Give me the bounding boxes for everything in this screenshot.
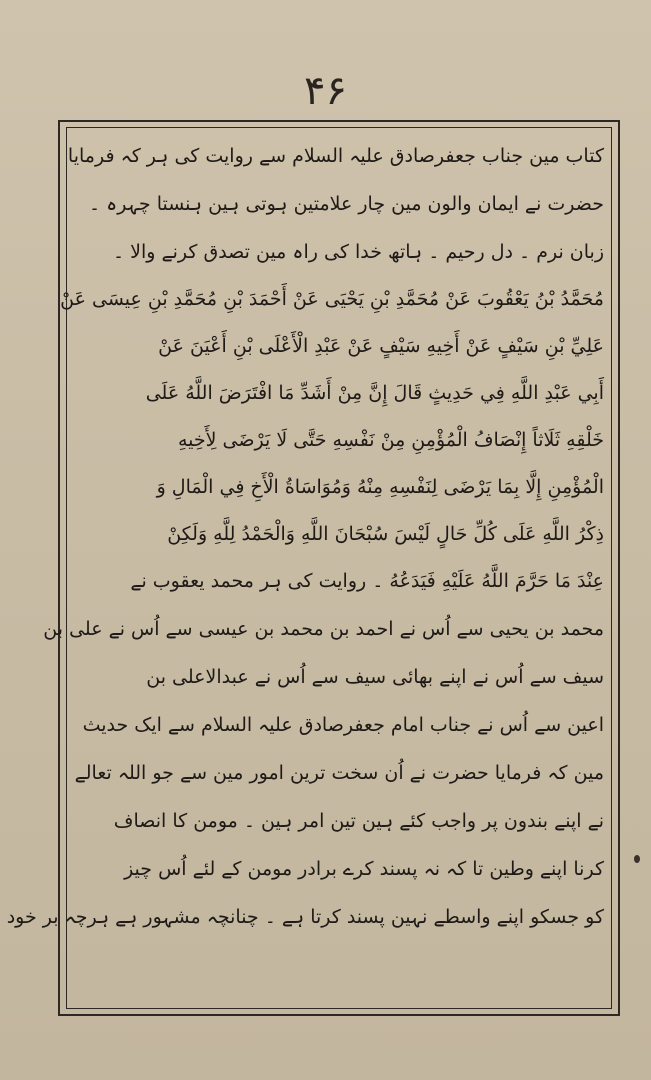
text-line: کو جسکو اپنے واسطے نہین پسند کرتا ہے ۔ چنانچہ مشہور ہے ہرچہ بر خود: [6, 906, 604, 928]
arabic-text-line: الْمُؤْمِنِ إِلَّا بِمَا يَرْضَى لِنَفْسِهِ مِنْهُ وَمُوَاسَاةُ الْأَخِ فِي الْمَالِ وَ: [156, 476, 604, 498]
text-line: سیف سے اُس نے اپنے بھائی سیف سے اُس نے عبدالاعلی بن: [146, 666, 604, 688]
arabic-text-line: ذِكْرُ اللَّهِ عَلَى كُلِّ حَالٍ لَيْسَ سُبْحَانَ اللَّهِ وَالْحَمْدُ لِلَّهِ وَلَكِنْ: [167, 523, 604, 545]
ink-spot: [634, 855, 640, 863]
arabic-text-line: عِنْدَ مَا حَرَّمَ اللَّهُ عَلَيْهِ فَيَدَعُهُ ۔ روایت کی ہر محمد یعقوب نے: [130, 570, 604, 592]
text-block: [6, 132, 604, 1002]
page-number: ۴۶: [304, 68, 347, 114]
text-line: اعین سے اُس نے جناب امام جعفرصادق علیہ السلام سے ایک حدیث: [82, 714, 604, 736]
text-line: مین کہ فرمایا حضرت نے اُن سخت ترین امور مین سے جو اللہ تعالے: [74, 762, 604, 784]
arabic-text-line: عَلِيِّ بْنِ سَيْفٍ عَنْ أَخِيهِ سَيْفٍ عَنْ عَبْدِ الْأَعْلَى بْنِ أَعْيَنَ عَنْ: [158, 335, 604, 357]
text-line: کرنا اپنے وطین تا کہ نہ پسند کرے برادر مومن کے لئے اُس چیز: [124, 858, 604, 880]
text-line: حضرت نے ایمان والون مین چار علامتین ہوتی ہین ہنستا چہرہ ۔: [89, 193, 604, 215]
text-line: محمد بن یحیی سے اُس نے احمد بن محمد بن عیسی سے اُس نے علی بن: [43, 618, 604, 640]
text-line: زبان نرم ۔ دل رحیم ۔ ہاتھ خدا کی راہ مین تصدق کرنے والا ۔: [112, 241, 604, 263]
arabic-text-line: مُحَمَّدُ بْنُ يَعْقُوبَ عَنْ مُحَمَّدِ بْنِ يَحْيَى عَنْ أَحْمَدَ بْنِ مُحَمَّدِ بْنِ عِيسَى عَنْ: [60, 288, 604, 310]
arabic-text-line: أَبِي عَبْدِ اللَّهِ فِي حَدِيثٍ قَالَ إِنَّ مِنْ أَشَدِّ مَا افْتَرَضَ اللَّهُ عَلَى: [145, 382, 604, 404]
text-line: کتاب مین جناب جعفرصادق علیہ السلام سے روایت کی ہر کہ فرمایا: [67, 145, 604, 167]
text-line: نے اپنے بندون پر واجب کئے ہین تین امر ہین ۔ مومن کا انصاف: [113, 810, 604, 832]
arabic-text-line: خَلْقِهِ ثَلَاثاً إِنْصَافُ الْمُؤْمِنِ مِنْ نَفْسِهِ حَتَّى لَا يَرْضَى لِأَخِيهِ: [178, 429, 604, 451]
